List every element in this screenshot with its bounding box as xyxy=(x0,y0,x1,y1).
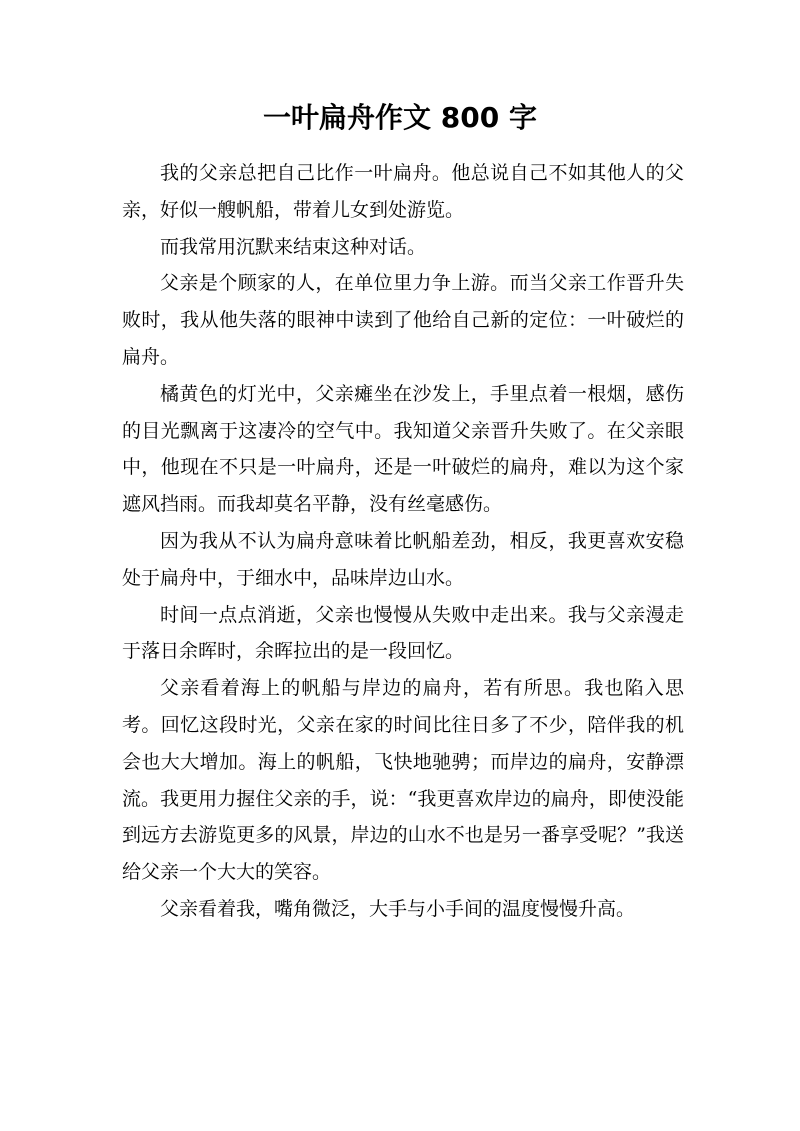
paragraph-2: 而我常用沉默来结束这种对话。 xyxy=(160,235,427,258)
paragraph-8: 父亲看着我，嘴角微泛，大手与小手间的温度慢慢升高。 xyxy=(160,897,636,920)
document-body xyxy=(122,155,684,928)
document-title: 一叶扁舟作文 800 字 xyxy=(263,101,537,134)
paragraph-6: 时间一点点消逝，父亲也慢慢从失败中走出来。我与父亲漫走于落日余晖时，余晖拉出的是一段回忆。 xyxy=(122,603,684,663)
paragraph-1: 我的父亲总把自己比作一叶扁舟。他总说自己不如其他人的父亲，好似一艘帆船，带着儿女到处游览。 xyxy=(122,162,684,221)
paragraph-3: 父亲是个顾家的人，在单位里力争上游。而当父亲工作晋升失败时，我从他失落的眼神中读到了他给自己新的定位：一叶破烂的扁舟。 xyxy=(122,272,684,368)
paragraph-7: 父亲看着海上的帆船与岸边的扁舟，若有所思。我也陷入思考。回忆这段时光，父亲在家的时间比往日多了不少，陪伴我的机会也大大增加。海上的帆船，飞快地驰骋；而岸边的扁舟，安静漂流。我更用力握住父亲的手，说：“我更喜欢岸边的扁舟，即使没能到远方去游览更多的风景，岸边的山水不也是另一番享受呢？”我送给父亲一个大大的笑容。 xyxy=(122,677,684,884)
paragraph-5: 因为我从不认为扁舟意味着比帆船差劲，相反，我更喜欢安稳处于扁舟中，于细水中，品味岸边山水。 xyxy=(122,529,684,589)
paragraph-4: 橘黄色的灯光中，父亲瘫坐在沙发上，手里点着一根烟，感伤的目光飘离于这凄冷的空气中。我知道父亲晋升失败了。在父亲眼中，他现在不只是一叶扁舟，还是一叶破烂的扁舟，难以为这个家遮风挡雨。而我却莫名平静，没有丝毫感伤。 xyxy=(122,382,684,516)
